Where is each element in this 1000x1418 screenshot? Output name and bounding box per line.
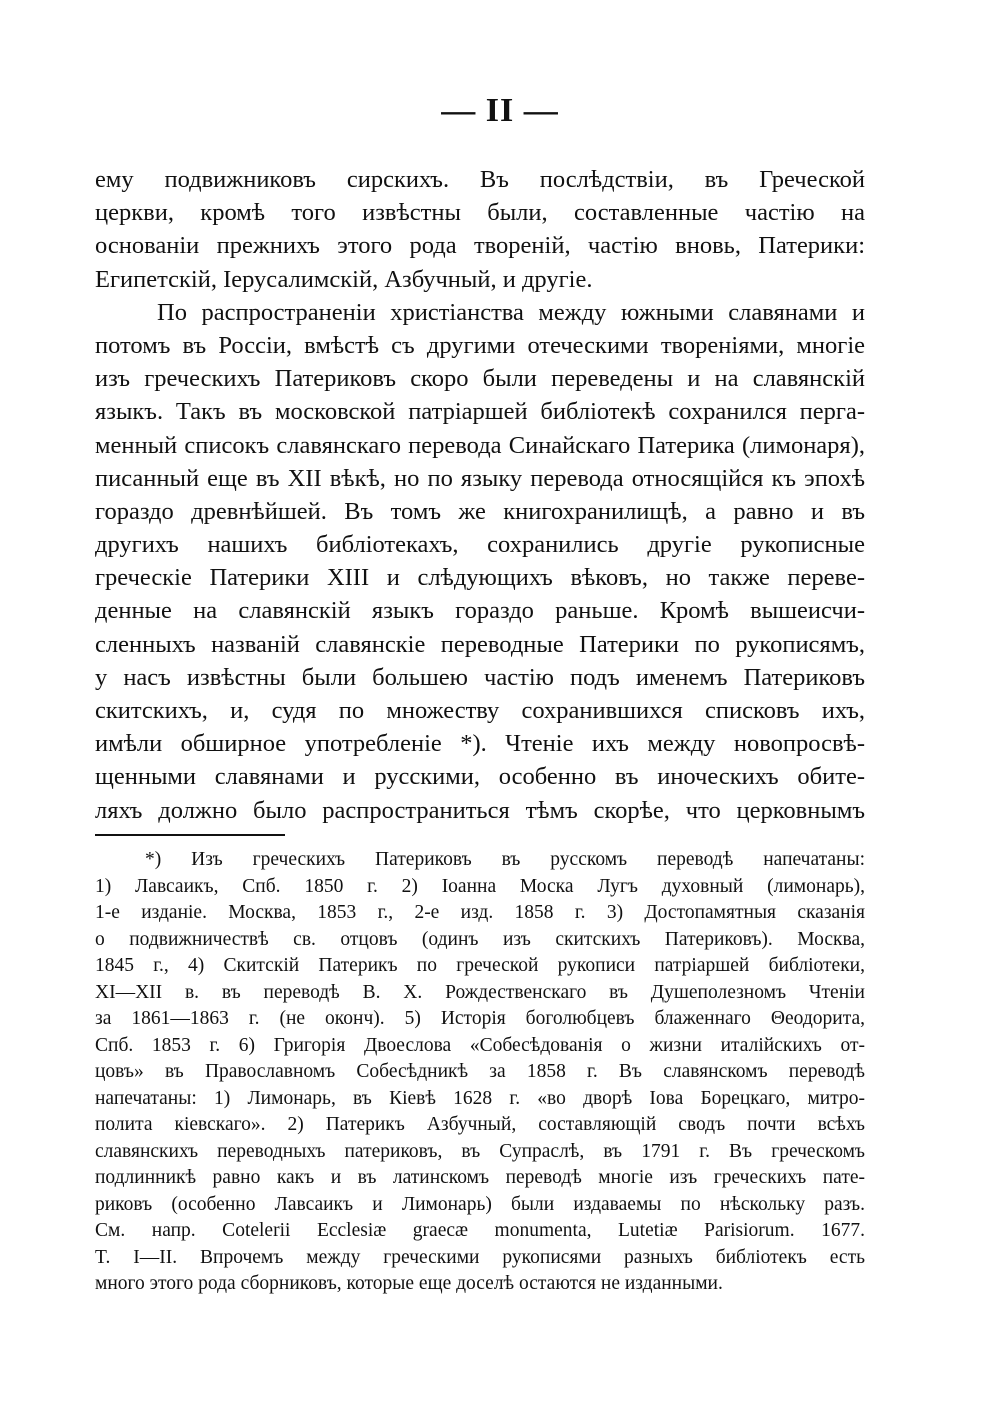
body-line: ему подвижниковъ сирскихъ. Въ послѣдствіи, въ Греческой (95, 166, 865, 193)
footnote-line: *) Изъ греческихъ Патериковъ въ русскомъ переводѣ напечатаны: (145, 849, 865, 870)
footnote-line: См. напр. Cotelerii Ecclesiæ graecæ monumenta, Lutetiæ Parisiorum. 1677. (95, 1220, 865, 1241)
body-line: щенными славянами и русскими, особенно въ иноческихъ обите- (95, 763, 865, 791)
body-line: изъ греческихъ Патериковъ скоро были переведены и на славянскій (95, 365, 865, 393)
footnote-line: за 1861—1863 г. (не оконч). 5) Исторія боголюбцевъ блаженнаго Θеодорита, (95, 1008, 865, 1029)
body-line: денные на славянскій языкъ гораздо раньше. Кромѣ вышеисчи- (95, 597, 865, 625)
body-line: церкви, кромѣ того извѣстны были, составленные частію на (95, 199, 865, 227)
footnote-line: о подвижничествѣ св. отцовъ (одинъ изъ скитскихъ Патериковъ). Москва, (95, 928, 865, 950)
body-line: менный списокъ славянскаго перевода Синайскаго Патерика (лимонаря), (95, 431, 865, 459)
body-line: у насъ извѣстны были большею частію подъ именемъ Патериковъ (95, 663, 865, 691)
footnote-line: 1-е изданіе. Москва, 1853 г., 2-е изд. 1858 г. 3) Достопамятныя сказанія (95, 902, 865, 923)
body-line: Египетскій, Іерусалимскій, Азбучный, и другіе. (95, 265, 593, 293)
body-line: ляхъ должно было распространиться тѣмъ скорѣе, что церковнымъ (95, 796, 865, 824)
footnote-line: цовъ» въ Православномъ Собесѣдникѣ за 1858 г. Въ славянскомъ переводѣ (95, 1061, 865, 1082)
footnote-line: риковъ (особенно Лавсаикъ и Лимонарь) были издаваемы по нѣскольку разъ. (95, 1193, 865, 1215)
main-text (95, 163, 865, 827)
footnote-line: много этого рода сборниковъ, которые еще доселѣ остаются не изданными. (95, 1273, 723, 1294)
body-line: По распространеніи христіанства между южными славянами и (157, 298, 865, 326)
footnote-line: полита кіевскаго». 2) Патерикъ Азбучный, составляющій сводъ почти всѣхъ (95, 1114, 865, 1135)
footnote-line: славянскихъ переводныхъ патериковъ, въ Супраслѣ, въ 1791 г. Въ греческомъ (95, 1140, 865, 1162)
footnote-line: 1845 г., 4) Скитскій Патерикъ по греческой рукописи патріаршей библіотеки, (95, 955, 865, 976)
footnote-line: T. I—II. Впрочемъ между греческими рукописями разныхъ библіотекъ есть (95, 1246, 865, 1268)
footnote-separator (95, 834, 285, 836)
body-line: имѣли обширное употребленіе *). Чтеніе ихъ между новопросвѣ- (95, 730, 865, 758)
body-line: языкъ. Такъ въ московской патріаршей библіотекѣ сохранился перга- (95, 398, 865, 426)
body-line: греческіе Патерики XIII и слѣдующихъ вѣковъ, но также переве- (95, 564, 865, 592)
footnote-line: Спб. 1853 г. 6) Григорія Двоеслова «Собесѣдованія о жизни италійскихъ от- (95, 1034, 865, 1056)
footnote-line: XI—XII в. въ переводѣ В. Х. Рождественскаго въ Душеполезномъ Чтеніи (95, 981, 865, 1003)
body-line: скитскихъ, и, судя по множеству сохранившихся списковъ ихъ, (95, 697, 865, 724)
footnote-line: подлинникѣ равно какъ и въ латинскомъ переводѣ многіе изъ греческихъ пате- (95, 1167, 865, 1188)
body-line: основаніи прежнихъ этого рода твореній, частію вновь, Патерики: (95, 232, 865, 260)
page-number: — II — (441, 92, 559, 129)
body-line: сленныхъ названій славянскіе переводные Патерики по рукописямъ, (95, 630, 865, 658)
footnote-line: 1) Лавсаикъ, Спб. 1850 г. 2) Іоанна Моска Лугъ духовный (лимонарь), (95, 875, 865, 897)
footnote-line: напечатаны: 1) Лимонарь, въ Кіевѣ 1628 г. «во дворѣ Іова Борецкаго, митро- (95, 1087, 865, 1109)
body-line: гораздо древнѣйшей. Въ томъ же книгохранилищѣ, а равно и въ (95, 497, 865, 525)
footnotes (95, 847, 865, 1298)
body-line: другихъ нашихъ библіотекахъ, сохранились другіе рукописные (95, 531, 865, 559)
body-line: писанный еще въ XII вѣкѣ, но по языку перевода относящійся къ эпохѣ (95, 464, 865, 492)
body-line: потомъ въ Россіи, вмѣстѣ съ другими отеческими твореніями, многіе (95, 331, 865, 359)
